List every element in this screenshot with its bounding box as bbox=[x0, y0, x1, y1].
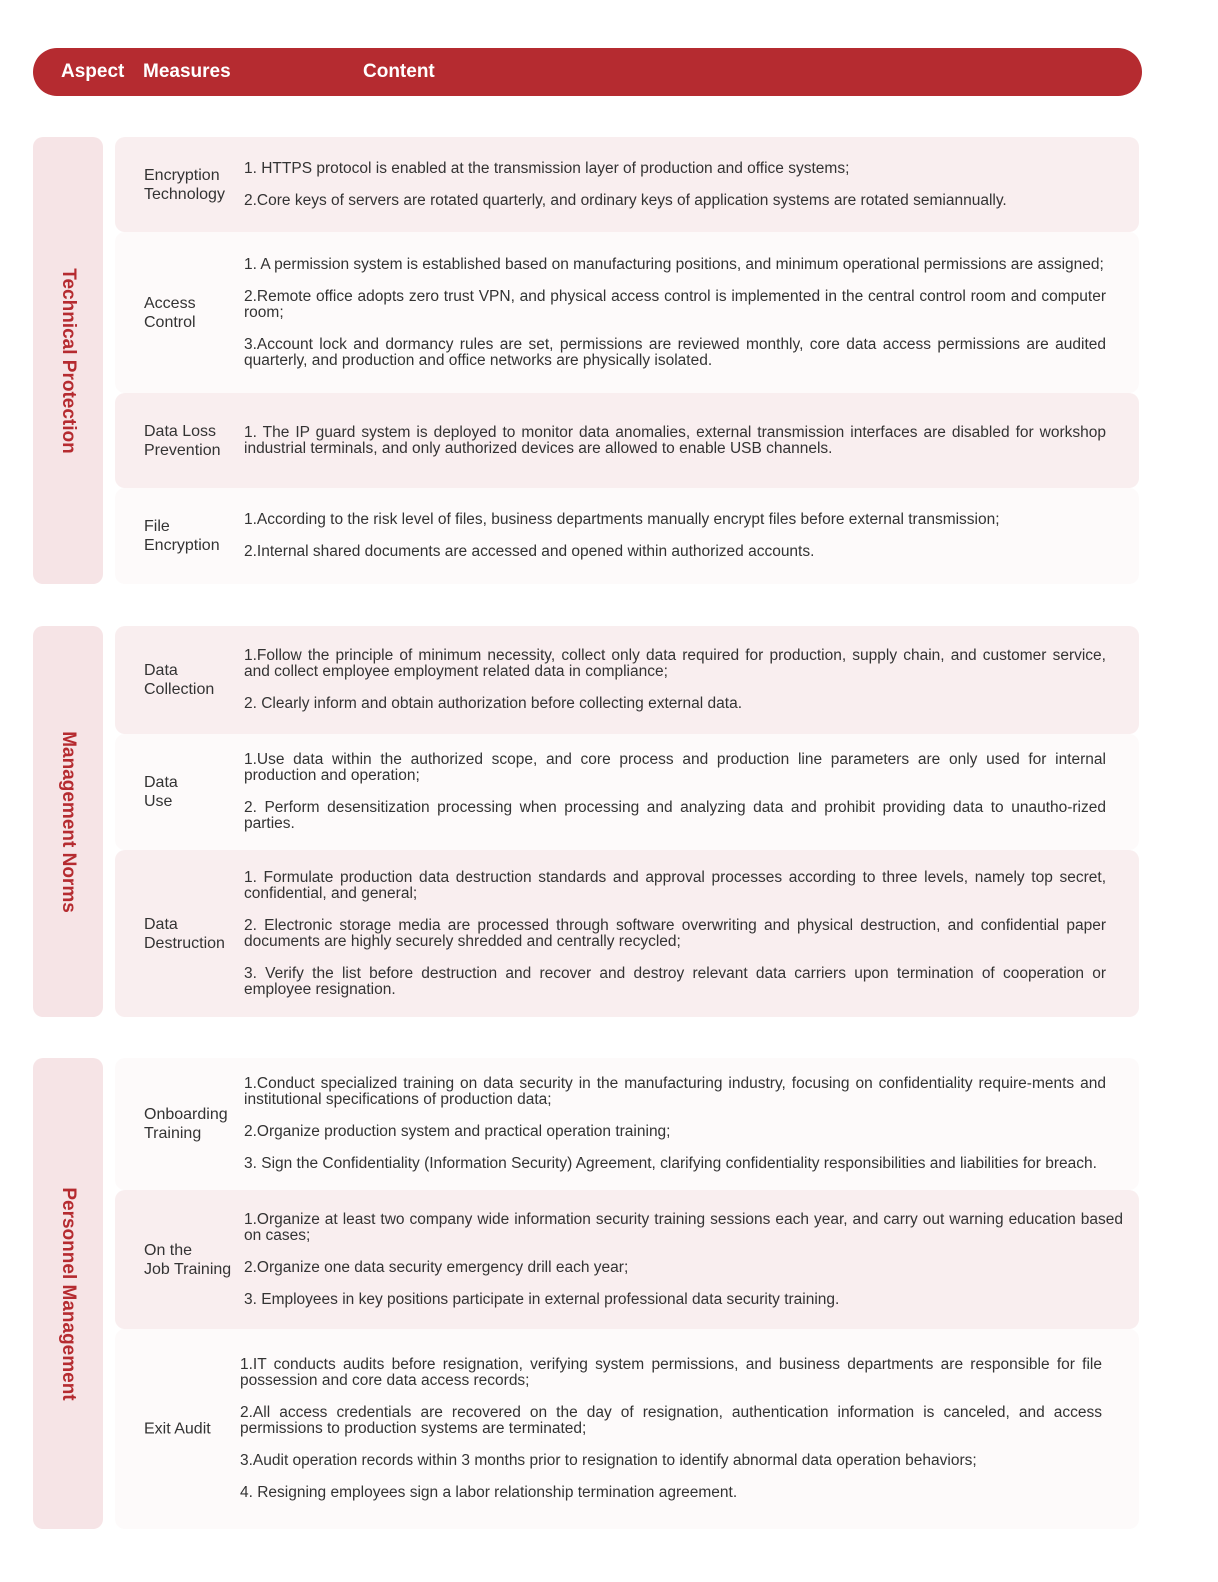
content-list bbox=[244, 752, 1106, 832]
content-item: 2.Internal shared documents are accessed and opened within authorized accounts. bbox=[244, 543, 815, 560]
row-access-control bbox=[115, 232, 1139, 393]
content-item: 2.Organize one data security emergency drill each year; bbox=[244, 1258, 629, 1276]
content-list bbox=[244, 648, 1106, 712]
header-measures: Measures bbox=[143, 61, 231, 82]
measure-label: Encryption Technology bbox=[144, 166, 225, 203]
content-list bbox=[244, 1212, 1123, 1308]
content-item: 2.All access credentials are recovered on the day of resignation, authentication information is canceled, and access permissions to production systems are terminated; bbox=[240, 1404, 1102, 1437]
aspect-personnel-management bbox=[33, 1058, 103, 1529]
row-data-use bbox=[115, 734, 1139, 850]
header-aspect: Aspect bbox=[61, 61, 125, 82]
content-item: 1. The IP guard system is deployed to monitor data anomalies, external transmission interfaces are disabled for workshop industrial terminals, and only authorized devices are allowed to enable USB channels. bbox=[244, 423, 1106, 457]
measure-label: Data Use bbox=[144, 774, 178, 810]
content-list bbox=[244, 870, 1106, 998]
content-item: 3. Sign the Confidentiality (Information Security) Agreement, clarifying confidentiality responsibilities and liabilities for breach. bbox=[244, 1155, 1097, 1172]
content-item: 2.Organize production system and practical operation training; bbox=[244, 1123, 671, 1140]
content-item: 1.According to the risk level of files, business departments manually encrypt files before external transmission; bbox=[244, 511, 1000, 528]
measure-label: Data Loss Prevention bbox=[144, 422, 221, 459]
content-item: 4. Resigning employees sign a labor relationship termination agreement. bbox=[240, 1484, 738, 1501]
content-list bbox=[244, 425, 1106, 457]
content-item: 2. Perform desensitization processing when processing and analyzing data and prohibit providing data to unautho-rized parties. bbox=[244, 799, 1106, 832]
content-item: 1. Formulate production data destruction standards and approval processes according to three levels, namely top secret, confidential, and general; bbox=[244, 868, 1106, 902]
measure-label: Data Collection bbox=[144, 662, 215, 698]
content-item: 1.Follow the principle of minimum necessity, collect only data required for production, supply chain, and customer service, and collect employee employment related data in compliance; bbox=[244, 647, 1106, 680]
row-data-loss-prevention bbox=[115, 393, 1139, 488]
content-list bbox=[244, 1076, 1106, 1172]
row-data-destruction bbox=[115, 850, 1139, 1017]
row-file-encryption bbox=[115, 488, 1139, 584]
header-content: Content bbox=[363, 61, 435, 82]
content-list bbox=[244, 161, 1106, 209]
row-encryption-technology bbox=[115, 137, 1139, 232]
content-list bbox=[244, 257, 1106, 369]
content-item: 1. A permission system is established based on manufacturing positions, and minimum operational permissions are assigned; bbox=[244, 255, 1104, 273]
content-list bbox=[240, 1357, 1102, 1501]
row-on-the-job-training bbox=[115, 1190, 1139, 1329]
row-exit-audit bbox=[115, 1329, 1139, 1529]
aspect-label: Technical Protection bbox=[58, 267, 79, 454]
aspect-label: Personnel Management bbox=[58, 1186, 79, 1401]
measure-label: Exit Audit bbox=[144, 1420, 211, 1438]
row-data-collection bbox=[115, 626, 1139, 734]
aspect-management-norms bbox=[33, 626, 103, 1017]
content-item: 2. Clearly inform and obtain authorization before collecting external data. bbox=[244, 695, 743, 712]
table-header bbox=[33, 48, 1142, 96]
content-item: 2.Remote office adopts zero trust VPN, and physical access control is implemented in the central control room and computer room; bbox=[244, 287, 1106, 321]
measure-label: Data Destruction bbox=[144, 915, 225, 952]
content-item: 2.Core keys of servers are rotated quarterly, and ordinary keys of application systems are rotated semiannually. bbox=[244, 191, 1007, 209]
content-item: 3. Verify the list before destruction and recover and destroy relevant data carriers upon termination of cooperation or employee resignation. bbox=[244, 964, 1106, 998]
measure-label: File Encryption bbox=[144, 518, 220, 554]
measure-label: Onboarding Training bbox=[144, 1106, 228, 1142]
aspect-technical-protection bbox=[33, 137, 103, 584]
content-item: 1.Conduct specialized training on data security in the manufacturing industry, focusing on confidentiality require-ments and institutional specifications of production data; bbox=[244, 1075, 1106, 1108]
content-item: 3. Employees in key positions participate in external professional data security training. bbox=[244, 1290, 840, 1308]
aspect-label: Management Norms bbox=[58, 730, 79, 913]
content-item: 1.Use data within the authorized scope, and core process and production line parameters are only used for internal production and operation; bbox=[244, 751, 1106, 784]
row-onboarding-training bbox=[115, 1058, 1139, 1190]
measure-label: On the Job Training bbox=[144, 1241, 232, 1278]
content-item: 3.Account lock and dormancy rules are set, permissions are reviewed monthly, core data access permissions are audited quarterly, and production and office networks are physically isolated. bbox=[244, 335, 1106, 369]
content-item: 1.IT conducts audits before resignation, verifying system permissions, and business departments are responsible for file possession and core data access records; bbox=[240, 1356, 1102, 1389]
content-item: 3.Audit operation records within 3 months prior to resignation to identify abnormal data operation behaviors; bbox=[240, 1452, 977, 1469]
content-list bbox=[244, 512, 1106, 560]
content-item: 1. HTTPS protocol is enabled at the transmission layer of production and office systems; bbox=[244, 159, 850, 177]
content-item: 1.Organize at least two company wide information security training sessions each year, and carry out warning education based on cases; bbox=[244, 1210, 1123, 1244]
measure-label: Access Control bbox=[144, 294, 196, 331]
content-item: 2. Electronic storage media are processed through software overwriting and physical destruction, and confidential paper documents are highly securely shredded and centrally recycled; bbox=[244, 916, 1106, 950]
